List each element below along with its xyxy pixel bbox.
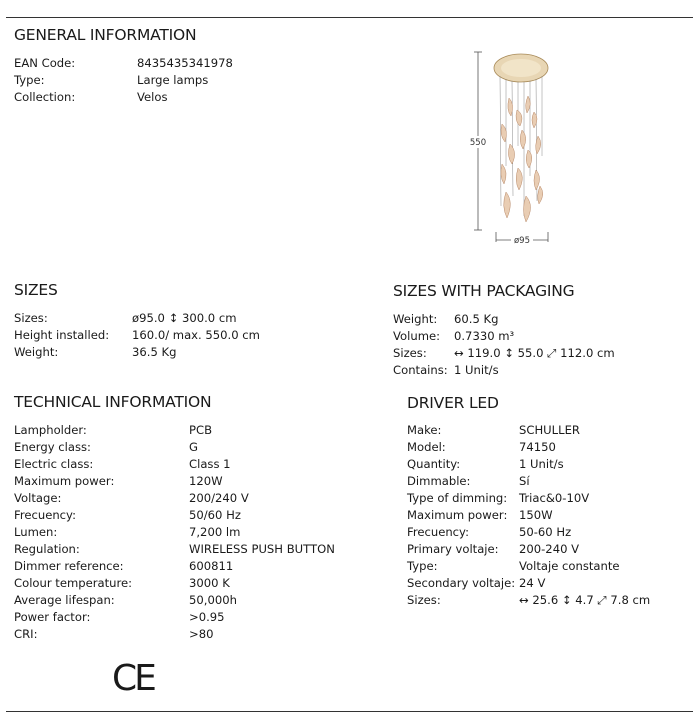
technical-row	[14, 592, 335, 609]
row-value: 120W	[189, 474, 223, 488]
row-key: Average lifespan:	[14, 593, 115, 607]
row-key: Sizes:	[14, 311, 48, 325]
technical-row	[14, 626, 335, 643]
general-row-ean	[14, 55, 233, 72]
row-value: Large lamps	[137, 73, 209, 87]
general-row-type	[14, 72, 233, 89]
row-key: Colour temperature:	[14, 576, 133, 590]
row-value: Sí	[519, 474, 530, 488]
row-key: Volume:	[393, 329, 441, 343]
technical-row	[14, 609, 335, 626]
row-key: Model:	[407, 440, 446, 454]
width-dimension-label: ø95	[513, 236, 531, 246]
row-value: 8435435341978	[137, 56, 233, 70]
row-key: Type:	[14, 73, 45, 87]
general-information-heading: GENERAL INFORMATION	[14, 26, 197, 44]
driver-row	[407, 592, 650, 609]
row-key: Frecuency:	[407, 525, 469, 539]
row-value: 36.5 Kg	[132, 345, 177, 359]
row-value: 600811	[189, 559, 234, 573]
packaging-table	[393, 311, 615, 379]
row-value: 50/60 Hz	[189, 508, 241, 522]
top-rule	[6, 17, 693, 18]
technical-row	[14, 439, 335, 456]
technical-row	[14, 456, 335, 473]
row-value: 150W	[519, 508, 553, 522]
row-key: Quantity:	[407, 457, 461, 471]
bottom-rule	[6, 711, 693, 712]
technical-information-heading: TECHNICAL INFORMATION	[14, 393, 212, 411]
technical-row	[14, 558, 335, 575]
lamp-dimension-drawing	[462, 46, 572, 248]
technical-row	[14, 524, 335, 541]
row-value: Triac&0-10V	[519, 491, 590, 505]
sizes-heading: SIZES	[14, 281, 58, 299]
driver-row	[407, 456, 650, 473]
row-key: CRI:	[14, 627, 38, 641]
driver-row	[407, 507, 650, 524]
driver-led-heading: DRIVER LED	[407, 394, 499, 412]
row-value: ↔ 25.6 ↕ 4.7 ⤢ 7.8 cm	[519, 593, 651, 607]
driver-row	[407, 524, 650, 541]
technical-row	[14, 490, 335, 507]
row-key: Contains:	[393, 363, 448, 377]
row-key: Lumen:	[14, 525, 58, 539]
general-information-table	[14, 55, 233, 106]
row-value: 3000 K	[189, 576, 230, 590]
row-key: Sizes:	[393, 346, 427, 360]
driver-row	[407, 439, 650, 456]
row-key: Dimmable:	[407, 474, 471, 488]
row-value: G	[189, 440, 198, 454]
technical-row	[14, 507, 335, 524]
row-key: Energy class:	[14, 440, 91, 454]
row-value: 74150	[519, 440, 556, 454]
row-value: 7,200 lm	[189, 525, 241, 539]
row-value: 0.7330 m³	[454, 329, 515, 343]
row-value: 1 Unit/s	[519, 457, 564, 471]
row-key: Lampholder:	[14, 423, 87, 437]
sizes-row	[14, 310, 260, 327]
row-key: Make:	[407, 423, 442, 437]
row-value: >0.95	[189, 610, 225, 624]
row-key: Weight:	[14, 345, 59, 359]
row-key: EAN Code:	[14, 56, 76, 70]
driver-led-table	[407, 422, 650, 609]
row-value: Class 1	[189, 457, 231, 471]
row-value: Voltaje constante	[519, 559, 620, 573]
row-value: 160.0/ max. 550.0 cm	[132, 328, 260, 342]
row-value: PCB	[189, 423, 213, 437]
row-key: Height installed:	[14, 328, 110, 342]
driver-row	[407, 490, 650, 507]
packaging-row	[393, 311, 615, 328]
row-key: Type:	[407, 559, 438, 573]
sizes-row	[14, 327, 260, 344]
sizes-table	[14, 310, 260, 361]
row-value: SCHULLER	[519, 423, 580, 437]
row-value: Velos	[137, 90, 168, 104]
packaging-heading: SIZES WITH PACKAGING	[393, 282, 575, 300]
driver-row	[407, 558, 650, 575]
row-key: Frecuency:	[14, 508, 76, 522]
row-key: Collection:	[14, 90, 76, 104]
row-key: Voltage:	[14, 491, 62, 505]
driver-row	[407, 473, 650, 490]
row-value: 1 Unit/s	[454, 363, 499, 377]
row-key: Type of dimming:	[407, 491, 508, 505]
driver-row	[407, 422, 650, 439]
row-value: 200-240 V	[519, 542, 580, 556]
row-key: Primary voltaje:	[407, 542, 499, 556]
row-value: >80	[189, 627, 214, 641]
row-value: ↔ 119.0 ↕ 55.0 ⤢ 112.0 cm	[454, 346, 615, 360]
row-key: Secondary voltaje:	[407, 576, 516, 590]
row-key: Maximum power:	[14, 474, 115, 488]
row-value: WIRELESS PUSH BUTTON	[189, 542, 335, 556]
general-row-collection	[14, 89, 233, 106]
driver-row	[407, 575, 650, 592]
driver-row	[407, 541, 650, 558]
lamp-drawing-svg	[462, 46, 572, 248]
row-value: 24 V	[519, 576, 546, 590]
row-value: ø95.0 ↕ 300.0 cm	[132, 311, 237, 325]
row-key: Power factor:	[14, 610, 91, 624]
row-key: Electric class:	[14, 457, 94, 471]
row-key: Sizes:	[407, 593, 441, 607]
technical-information-table	[14, 422, 335, 643]
row-value: 50-60 Hz	[519, 525, 572, 539]
technical-row	[14, 473, 335, 490]
packaging-row	[393, 328, 615, 345]
row-value: 200/240 V	[189, 491, 249, 505]
technical-row	[14, 422, 335, 439]
row-value: 60.5 Kg	[454, 312, 499, 326]
height-dimension-label: 550	[469, 138, 487, 148]
ce-mark-logo: CE	[112, 658, 154, 699]
technical-row	[14, 575, 335, 592]
sizes-row	[14, 344, 260, 361]
packaging-row	[393, 345, 615, 362]
row-key: Regulation:	[14, 542, 80, 556]
packaging-row	[393, 362, 615, 379]
row-key: Dimmer reference:	[14, 559, 124, 573]
technical-row	[14, 541, 335, 558]
row-key: Weight:	[393, 312, 438, 326]
row-value: 50,000h	[189, 593, 237, 607]
row-key: Maximum power:	[407, 508, 508, 522]
